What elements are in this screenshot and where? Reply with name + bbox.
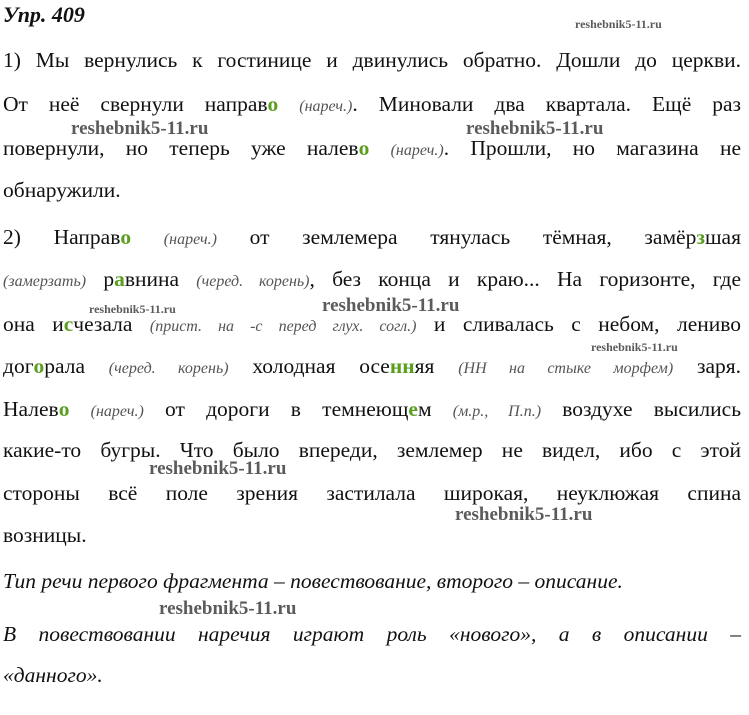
watermark: reshebnik5-11.ru	[71, 118, 209, 139]
p1-line-3: повернули, но теперь уже налево (нареч.). Прошли, но магазина не	[3, 136, 742, 160]
p2-line-6: какие-то бугры. Что было впереди, землемер не видел, ибо с этой	[3, 438, 741, 462]
watermark: reshebnik5-11.ru	[466, 118, 604, 139]
p2-line-2: (замерзать) равнина (черед. корень), без конца и краю... На горизонте, где	[3, 267, 742, 291]
exercise-title: Упр. 409	[3, 2, 85, 27]
conclusion-line-2: В повествовании наречия играют роль «нового», а в описании –	[3, 622, 741, 646]
conclusion-line-1: Тип речи первого фрагмента – повествование, второго – описание.	[3, 569, 623, 593]
p1-line-2: От неё свернули направо (нареч.). Миновали два квартала. Ещё раз	[3, 92, 741, 116]
p2-line-4: догорала (черед. корень) холодная осенняя (НН на стыке морфем) заря.	[3, 354, 742, 378]
watermark: reshebnik5-11.ru	[575, 17, 662, 31]
watermark: reshebnik5-11.ru	[322, 295, 460, 316]
p2-line-7: стороны всё поле зрения застилала широкая, неуклюжая спина	[3, 481, 741, 505]
watermark: reshebnik5-11.ru	[89, 302, 176, 316]
watermark: reshebnik5-11.ru	[591, 340, 678, 354]
p1-line-4: обнаружили.	[3, 178, 121, 202]
watermark: reshebnik5-11.ru	[149, 458, 287, 479]
watermark: reshebnik5-11.ru	[455, 504, 593, 525]
p2-line-8: возницы.	[3, 523, 87, 547]
p1-line-1: 1) Мы вернулись к гостинице и двинулись обратно. Дошли до церкви.	[3, 48, 741, 72]
p2-line-5: Налево (нареч.) от дороги в темнеющем (м.р., П.п.) воздухе высились	[3, 397, 741, 421]
p2-line-1: 2) Направо (нареч.) от землемера тянулась тёмная, замёрзшая	[3, 225, 741, 249]
conclusion-line-3: «данного».	[3, 663, 103, 687]
watermark: reshebnik5-11.ru	[159, 598, 297, 619]
p2-line-3: она исчезала (прист. на -с перед глух. согл.) и сливалась с небом, лениво	[3, 312, 742, 336]
